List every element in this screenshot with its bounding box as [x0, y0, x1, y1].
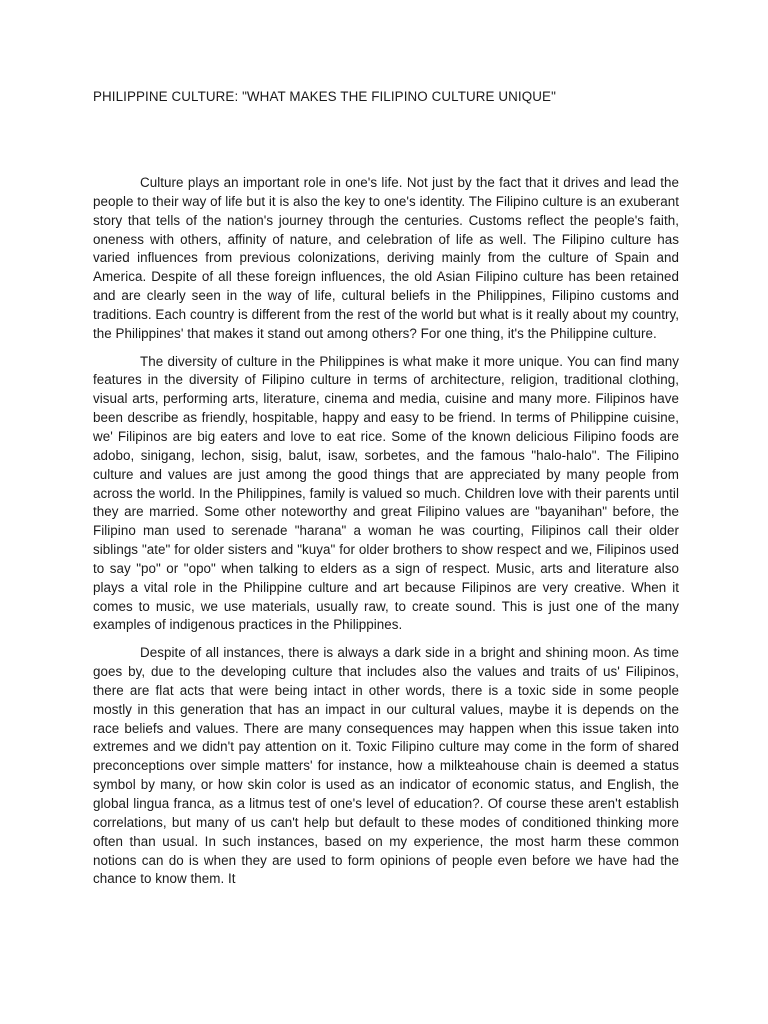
paragraph-3: Despite of all instances, there is always a dark side in a bright and shining moon. As time goes by, due to the developing culture that includes also the values and traits of us' Filipinos, there are flat acts that were being intact in other words, there is a toxic side in some people mostly in this generation that has an impact in our cultural values, maybe it is depends on the race beliefs and values. There are many consequences may happen when this issue taken into extremes and we didn't pay attention on it. Toxic Filipino culture may come in the form of shared preconceptions over simple matters' for instance, how a milkteahouse chain is deemed a status symbol by many, or how skin color is used as an indicator of economic status, and English, the global lingua franca, as a litmus test of one's level of education?. Of course these aren't establish correlations, but many of us can't help but default to these modes of conditioned thinking more often than usual. In such instances, based on my experience, the most harm these common notions can do is when they are used to form opinions of people even before we have had the chance to know them. It — [93, 645, 679, 887]
document-title: PHILIPPINE CULTURE: "WHAT MAKES THE FILIPINO CULTURE UNIQUE" — [93, 89, 556, 104]
document-body — [93, 174, 679, 898]
paragraph-1: Culture plays an important role in one's life. Not just by the fact that it drives and lead the people to their way of life but it is also the key to one's identity. The Filipino culture is an exuberant story that tells of the nation's journey through the centuries. Customs reflect the people's faith, oneness with others, affinity of nature, and celebration of life as well. The Filipino culture has varied influences from previous colonizations, deriving mainly from the culture of Spain and America. Despite of all these foreign influences, the old Asian Filipino culture has been retained and are clearly seen in the way of life, cultural beliefs in the Philippines, Filipino customs and traditions. Each country is different from the rest of the world but what is it really about my country, the Philippines' that makes it stand out among others? For one thing, it's the Philippine culture. — [93, 175, 679, 341]
paragraph-2: The diversity of culture in the Philippines is what make it more unique. You can find many features in the diversity of Filipino culture in terms of architecture, religion, traditional clothing, visual arts, performing arts, literature, cinema and media, cuisine and many more. Filipinos have been describe as friendly, hospitable, happy and easy to be friend. In terms of Philippine cuisine, we' Filipinos are big eaters and love to eat rice. Some of the known delicious Filipino foods are adobo, sinigang, lechon, sisig, balut, isaw, sorbetes, and the famous "halo-halo". The Filipino culture and values are just among the good things that are appreciated by many people from across the world. In the Philippines, family is valued so much. Children love with their parents until they are married. Some other noteworthy and great Filipino values are "bayanihan" before, the Filipino man used to serenade "harana" a woman he was courting, Filipinos call their older siblings "ate" for older sisters and "kuya" for older brothers to show respect and we, Filipinos used to say "po" or "opo" when talking to elders as a sign of respect. Music, arts and literature also plays a vital role in the Philippine culture and art because Filipinos are very creative. When it comes to music, we use materials, usually raw, to create sound. This is just one of the many examples of indigenous practices in the Philippines. — [93, 353, 679, 633]
